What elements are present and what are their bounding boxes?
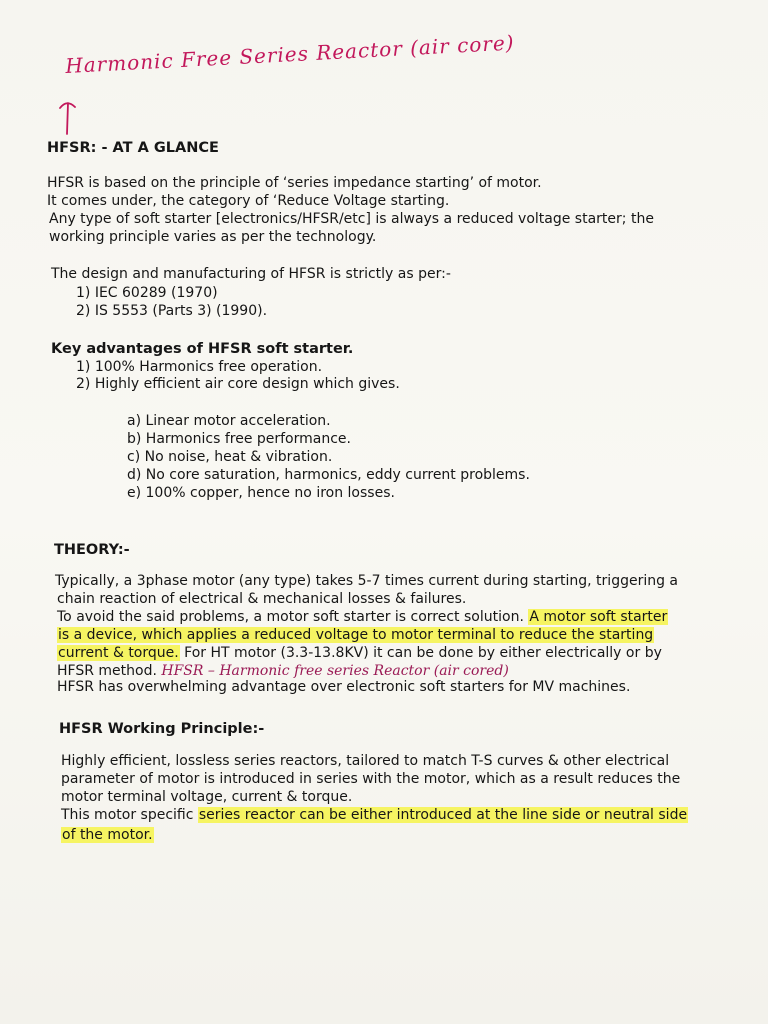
theory-line-3	[57, 609, 668, 625]
principle-line-4	[61, 807, 688, 823]
glance-heading: HFSR: - AT A GLANCE	[47, 140, 219, 156]
advantage-sub-item-d: d) No core saturation, harmonics, eddy current problems.	[127, 467, 530, 483]
highlighted-text: is a device, which applies a reduced voltage to motor terminal to reduce the starting	[58, 627, 654, 643]
principle-line-5	[61, 827, 154, 843]
principle-line-2: parameter of motor is introduced in series with the motor, which as a result reduces the	[61, 771, 681, 787]
principle-line-1: Highly efficient, lossless series reactors, tailored to match T-S curves & other electrical	[61, 753, 670, 769]
advantage-sub-item-c: c) No noise, heat & vibration.	[127, 449, 333, 465]
theory-line-2: chain reaction of electrical & mechanical losses & failures.	[57, 591, 467, 607]
advantage-sub-item-b: b) Harmonics free performance.	[127, 431, 351, 447]
principle-line-4-text: This motor specific	[61, 807, 198, 823]
theory-line-7: HFSR has overwhelming advantage over electronic soft starters for MV machines.	[57, 679, 631, 695]
theory-line-6	[57, 663, 509, 679]
theory-line-3-text: To avoid the said problems, a motor soft starter is correct solution.	[57, 609, 529, 625]
principle-line-3: motor terminal voltage, current & torque.	[61, 789, 353, 805]
glance-line-2: It comes under, the category of ‘Reduce Voltage starting.	[47, 193, 450, 209]
theory-line-1: Typically, a 3phase motor (any type) takes 5-7 times current during starting, triggering a	[55, 573, 679, 589]
advantage-item-1: 1) 100% Harmonics free operation.	[76, 359, 323, 375]
standard-item-2: 2) IS 5553 (Parts 3) (1990).	[76, 303, 268, 319]
theory-line-4	[57, 627, 654, 643]
highlighted-text: A motor soft starter	[529, 609, 668, 625]
advantages-heading: Key advantages of HFSR soft starter.	[51, 341, 354, 357]
standard-item-1: 1) IEC 60289 (1970)	[76, 285, 218, 301]
glance-line-3: Any type of soft starter [electronics/HFSR/etc] is always a reduced voltage starter; the	[49, 211, 654, 227]
principle-heading: HFSR Working Principle:-	[59, 721, 265, 737]
theory-heading: THEORY:-	[54, 542, 130, 558]
handwritten-note: HFSR – Harmonic free series Reactor (air cored)	[161, 663, 509, 679]
theory-line-5-text: For HT motor (3.3-13.8KV) it can be done by either electrically or by	[179, 645, 662, 661]
handwritten-arrow-icon	[56, 96, 82, 136]
highlighted-text: of the motor.	[62, 827, 153, 843]
advantage-sub-item-e: e) 100% copper, hence no iron losses.	[127, 485, 395, 501]
theory-line-6-text: HFSR method.	[57, 663, 157, 679]
advantage-item-2: 2) Highly efficient air core design which gives.	[76, 376, 400, 392]
highlighted-text: series reactor can be either introduced at the line side or neutral side	[198, 807, 688, 823]
design-intro: The design and manufacturing of HFSR is strictly as per:-	[51, 266, 451, 282]
highlighted-text: current & torque.	[58, 645, 179, 661]
theory-line-5	[57, 645, 662, 661]
advantage-sub-item-a: a) Linear motor acceleration.	[127, 413, 331, 429]
glance-line-4: working principle varies as per the technology.	[49, 229, 377, 245]
glance-line-1: HFSR is based on the principle of ‘series impedance starting’ of motor.	[47, 175, 542, 191]
handwritten-title: Harmonic Free Series Reactor (air core)	[64, 30, 516, 78]
